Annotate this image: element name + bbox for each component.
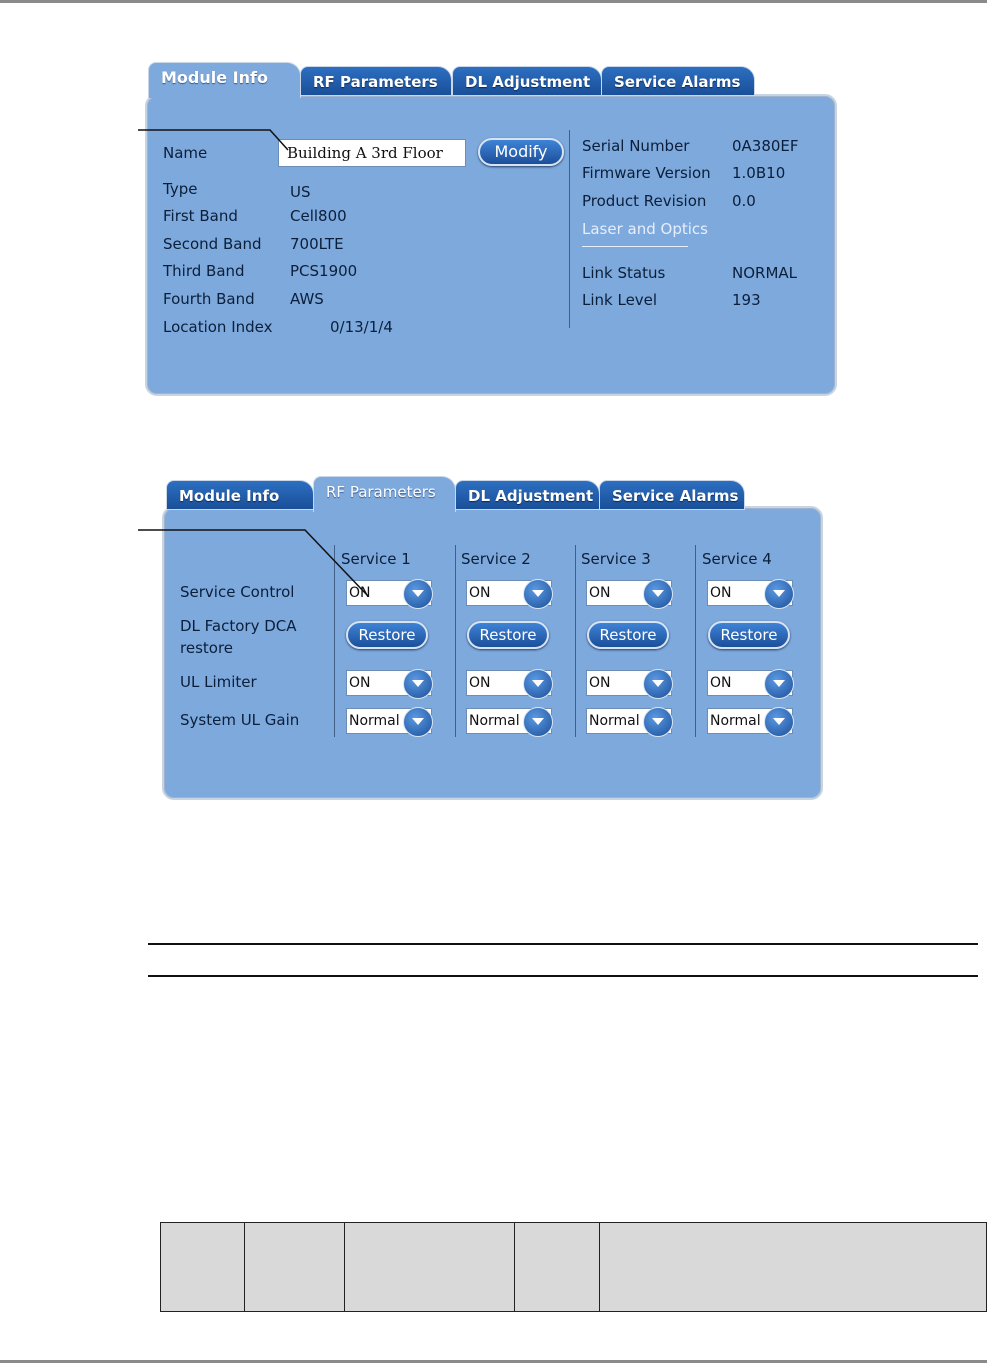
tab-dl-adjustment[interactable]: DL Adjustment <box>455 480 600 510</box>
service-1-ul-gain-value: Normal <box>349 713 400 729</box>
service-1-restore-button[interactable]: Restore <box>346 621 428 649</box>
fourth-band-value: AWS <box>290 290 324 308</box>
service-callout-line <box>138 530 368 596</box>
tab-service-alarms[interactable]: Service Alarms <box>601 66 755 96</box>
section-rule-upper <box>148 943 978 945</box>
tab-service-alarms[interactable]: Service Alarms <box>599 480 745 510</box>
service-1-control-value: ON <box>349 585 371 601</box>
service-4-ul-limiter-value: ON <box>710 675 732 691</box>
table-header-row <box>160 1222 987 1312</box>
section-rule-lower <box>148 975 978 977</box>
tab-dl-adjustment[interactable]: DL Adjustment <box>452 66 602 96</box>
service-2-header: Service 2 <box>461 550 531 568</box>
service-4-header: Service 4 <box>702 550 772 568</box>
modify-button[interactable]: Modify <box>478 138 564 166</box>
system-ul-gain-label: System UL Gain <box>180 711 300 729</box>
link-level-label: Link Level <box>582 291 658 309</box>
table-header-cell <box>600 1223 986 1311</box>
serial-number-value: 0A380EF <box>732 137 799 155</box>
firmware-version-value: 1.0B10 <box>732 164 786 182</box>
location-index-label: Location Index <box>163 318 273 336</box>
link-status-value: NORMAL <box>732 264 798 282</box>
table-header-cell <box>161 1223 245 1311</box>
table-header-cell <box>345 1223 515 1311</box>
link-level-value: 193 <box>732 291 761 309</box>
second-band-value: 700LTE <box>290 235 344 253</box>
type-value: US <box>290 183 311 201</box>
dl-factory-restore-label: restore <box>180 639 234 657</box>
service-2-control-value: ON <box>469 585 491 601</box>
service-4-restore-button[interactable]: Restore <box>708 621 790 649</box>
third-band-value: PCS1900 <box>290 262 358 280</box>
page-bottom-rule <box>0 1360 987 1363</box>
fourth-band-label: Fourth Band <box>163 290 255 308</box>
service-2-restore-button[interactable]: Restore <box>467 621 549 649</box>
serial-number-label: Serial Number <box>582 137 690 155</box>
service-4-ul-gain-value: Normal <box>710 713 761 729</box>
tab-rf-parameters[interactable]: RF Parameters <box>313 476 456 512</box>
type-label: Type <box>163 180 198 198</box>
service-2-ul-gain-value: Normal <box>469 713 520 729</box>
ul-limiter-label: UL Limiter <box>180 673 257 691</box>
table-header-cell <box>245 1223 345 1311</box>
service-3-ul-gain-value: Normal <box>589 713 640 729</box>
tab-rf-parameters[interactable]: RF Parameters <box>300 66 452 96</box>
dl-factory-dca-label: DL Factory DCA <box>180 617 297 635</box>
name-callout-line <box>138 130 288 150</box>
location-index-value: 0/13/1/4 <box>330 318 393 336</box>
product-revision-value: 0.0 <box>732 192 756 210</box>
first-band-value: Cell800 <box>290 207 347 225</box>
firmware-version-label: Firmware Version <box>582 164 711 182</box>
link-status-label: Link Status <box>582 264 666 282</box>
service-1-ul-limiter-value: ON <box>349 675 371 691</box>
service-4-control-value: ON <box>710 585 732 601</box>
service-3-header: Service 3 <box>581 550 651 568</box>
second-band-label: Second Band <box>163 235 262 253</box>
tab-module-info[interactable]: Module Info <box>148 62 301 98</box>
service-3-ul-limiter-value: ON <box>589 675 611 691</box>
service-3-control-value: ON <box>589 585 611 601</box>
table-header-cell <box>515 1223 600 1311</box>
third-band-label: Third Band <box>163 262 245 280</box>
tab-module-info[interactable]: Module Info <box>166 480 314 510</box>
name-input[interactable]: Building A 3rd Floor <box>278 139 466 167</box>
service-3-restore-button[interactable]: Restore <box>587 621 669 649</box>
name-label: Name <box>163 144 208 162</box>
first-band-label: First Band <box>163 207 238 225</box>
service-2-ul-limiter-value: ON <box>469 675 491 691</box>
service-control-label: Service Control <box>180 583 295 601</box>
product-revision-label: Product Revision <box>582 192 707 210</box>
laser-and-optics-link[interactable]: Laser and Optics <box>582 220 708 238</box>
service-1-header: Service 1 <box>341 550 411 568</box>
